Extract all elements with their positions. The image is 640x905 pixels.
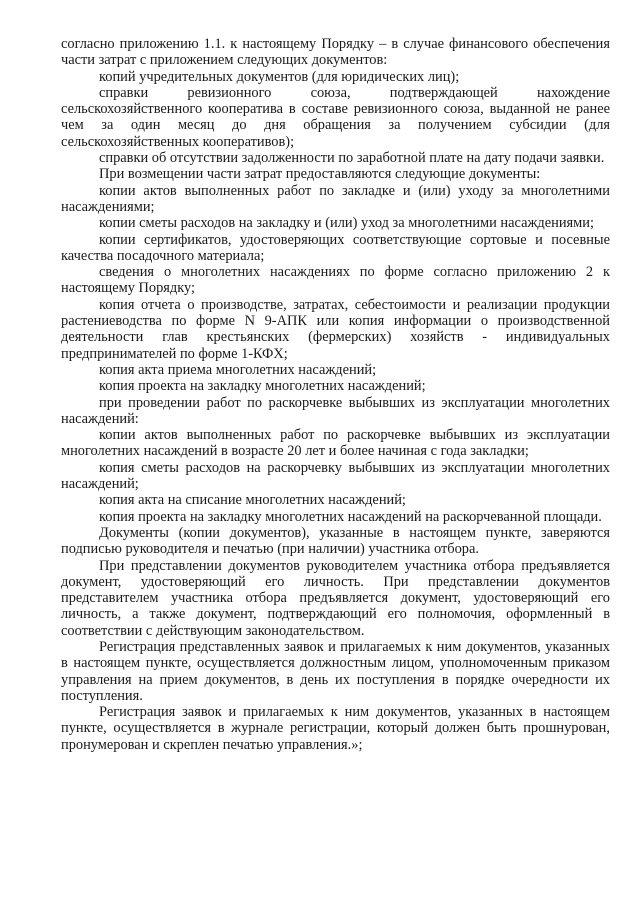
document-paragraph: Регистрация заявок и прилагаемых к ним документов, указанных в настоящем пункте, осуществляется в журнале регистрации, который должен быть прошнурован, пронумерован и скреплен печатью управления.»; [61,704,610,753]
document-paragraph: копия проекта на закладку многолетних насаждений; [99,378,426,395]
document-paragraph: сведения о многолетних насаждениях по форме согласно приложению 2 к настоящему Порядку; [61,264,610,297]
document-paragraph: копия акта приема многолетних насаждений; [99,361,377,378]
document-paragraph: Документы (копии документов), указанные в настоящем пункте, заверяются подписью руководителя и печатью (при наличии) участника отбора. [61,524,610,558]
document-paragraph: копии сметы расходов на закладку и (или) уход за многолетними насаждениями; [99,215,594,232]
document-page [61,36,610,753]
document-paragraph: копия проекта на закладку многолетних насаждений на раскорчеванной площади. [99,508,602,525]
document-paragraph: Регистрация представленных заявок и прилагаемых к ним документов, указанных в настоящем пункте, осуществляется должностным лицом, уполномоченным приказом управления на прием документов, в день их поступления в порядке очередности их поступления. [61,638,610,704]
document-paragraph: копии актов выполненных работ по закладке и (или) уходу за многолетними насаждениями; [61,182,610,215]
document-paragraph: копии актов выполненных работ по раскорчевке выбывших из эксплуатации многолетних насаждений в возрасте 20 лет и более начиная с года закладки; [61,427,610,460]
document-paragraph: копия акта на списание многолетних насаждений; [99,492,406,509]
document-paragraph: копии сертификатов, удостоверяющих соответствующие сортовые и посевные качества посадочного материала; [61,231,610,264]
document-paragraph: копий учредительных документов (для юридических лиц); [99,68,460,85]
document-paragraph: справки ревизионного союза, подтверждающей нахождение сельскохозяйственного кооператива в составе ревизионного союза, выданной не ранее чем за один месяц до дня обращения за получением субсидии (для сельскохозяйственных кооперативов); [61,84,610,150]
document-paragraph: При возмещении части затрат предоставляются следующие документы: [99,166,541,183]
document-paragraph: копия отчета о производстве, затратах, себестоимости и реализации продукции растениеводства по форме N 9-АПК или копия информации о производственной деятельности глав крестьянских (фермерских) хозяйств - индивидуальных предпринимателей по форме 1-КФХ; [61,296,610,362]
document-paragraph: копия сметы расходов на раскорчевку выбывших из эксплуатации многолетних насаждений; [61,459,610,493]
document-paragraph: при проведении работ по раскорчевке выбывших из эксплуатации многолетних насаждений: [61,394,610,427]
document-paragraph: справки об отсутствии задолженности по заработной плате на дату подачи заявки. [99,150,605,167]
document-paragraph: согласно приложению 1.1. к настоящему Порядку – в случае финансового обеспечения части затрат с приложением следующих документов: [61,36,610,69]
document-paragraph: При представлении документов руководителем участника отбора предъявляется документ, удостоверяющий его личность. При представлении документов представителем участника отбора предъявляется документ, удостоверяющий его личность, а также документ, подтверждающий его полномочия, оформленный в соответствии с действующим законодательством. [61,557,610,639]
